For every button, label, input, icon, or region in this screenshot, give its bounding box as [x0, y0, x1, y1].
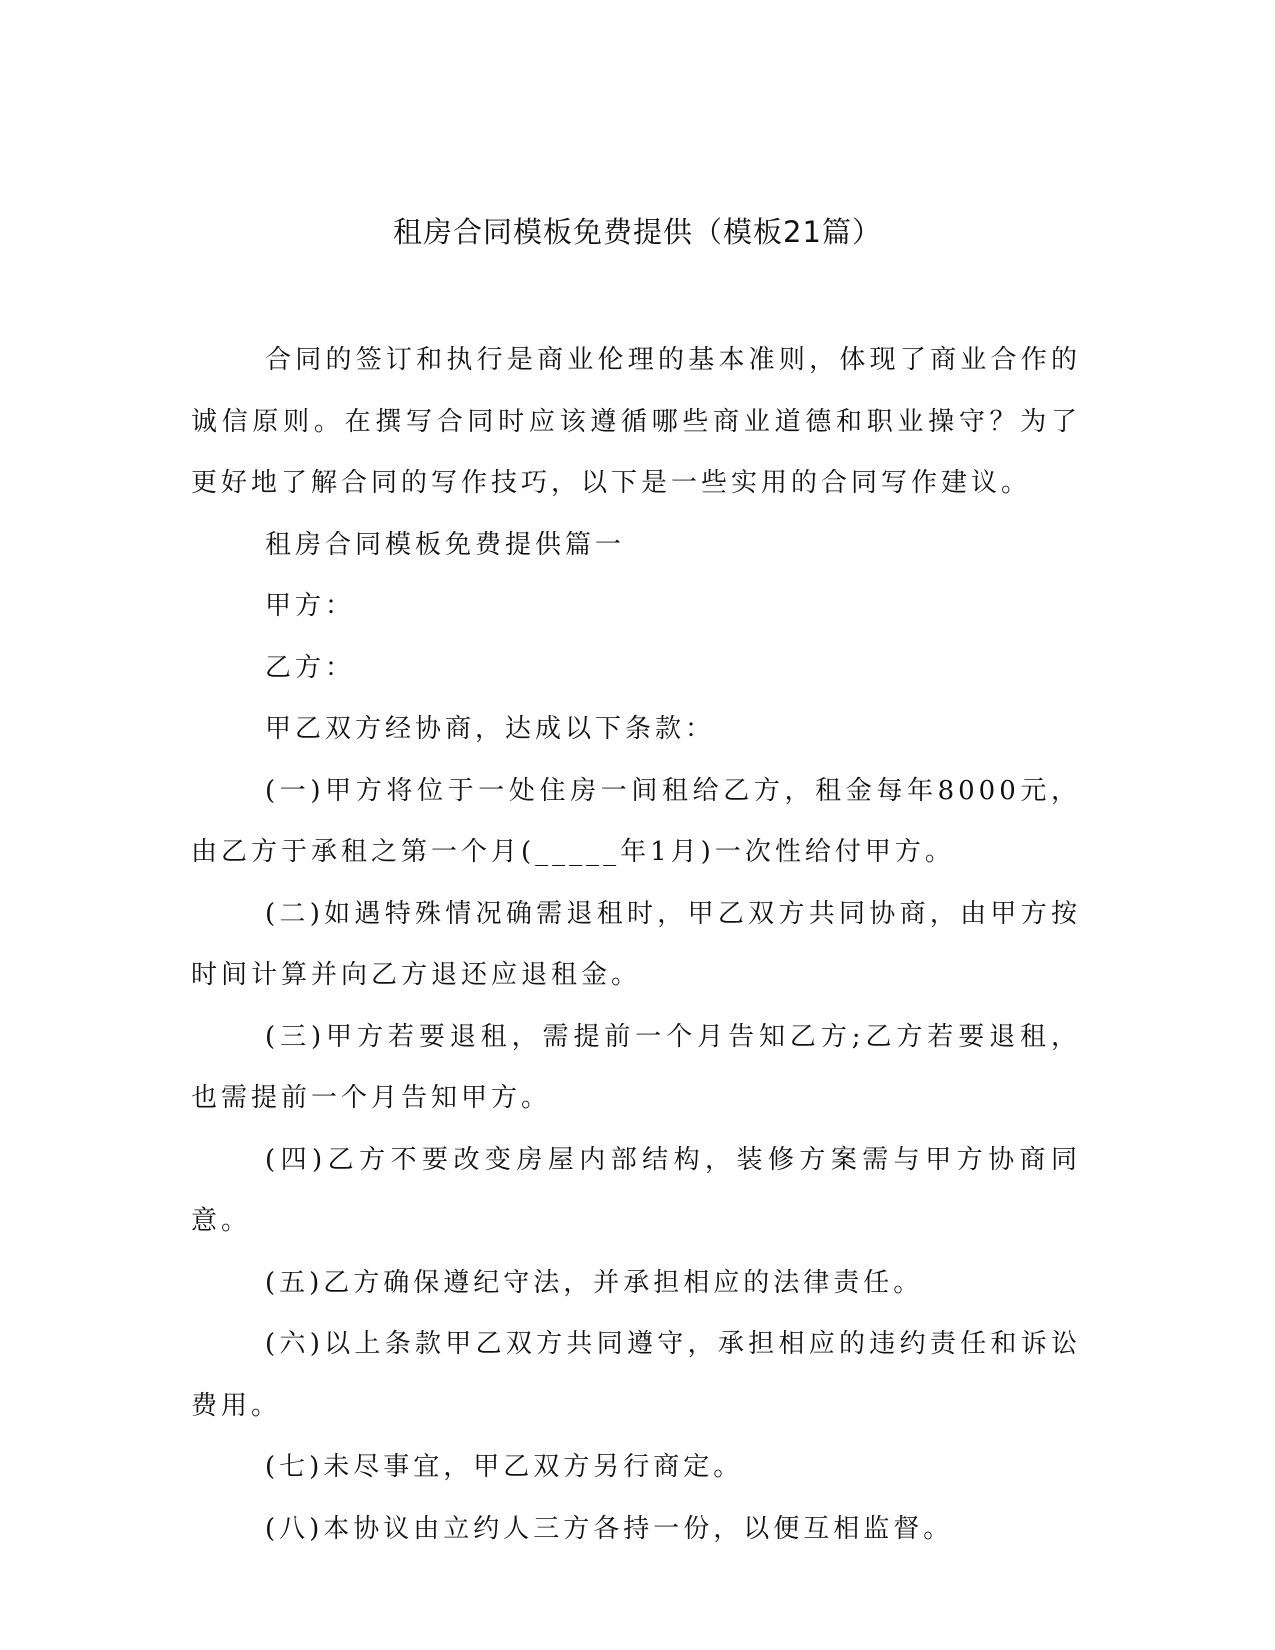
party-a-line: 甲方：: [265, 591, 356, 621]
clause-7: (七)未尽事宜，甲乙双方另行商定。: [265, 1452, 744, 1482]
clause-3: (三)甲方若要退租，需提前一个月告知乙方;乙方若要退租，也需提前一个月告知甲方。: [191, 1021, 1081, 1113]
section-heading: 租房合同模板免费提供篇一: [265, 529, 626, 560]
document-title: 租房合同模板免费提供（模板21篇）: [393, 215, 882, 249]
agreement-intro: 甲乙双方经协商，达成以下条款：: [265, 714, 716, 744]
clause-4: (四)乙方不要改变房屋内部结构，装修方案需与甲方协商同意。: [191, 1144, 1081, 1236]
clause-1: (一)甲方将位于一处住房一间租给乙方，租金每年8000元，由乙方于承租之第一个月(_____年1月)一次性给付甲方。: [191, 775, 1081, 867]
clause-5: (五)乙方确保遵纪守法，并承担相应的法律责任。: [265, 1267, 924, 1298]
intro-paragraph: 合同的签订和执行是商业伦理的基本准则，体现了商业合作的诚信原则。在撰写合同时应该遵循哪些商业道德和职业操守？为了更好地了解合同的写作技巧，以下是一些实用的合同写作建议。: [191, 345, 1081, 498]
clause-6: (六)以上条款甲乙双方共同遵守，承担相应的违约责任和诉讼费用。: [191, 1329, 1081, 1421]
clause-2: (二)如遇特殊情况确需退租时，甲乙双方共同协商，由甲方按时间计算并向乙方退还应退租金。: [191, 898, 1081, 990]
clause-8: (八)本协议由立约人三方各持一份，以便互相监督。: [265, 1513, 954, 1544]
party-b-line: 乙方：: [265, 652, 356, 683]
document-body: [191, 330, 1081, 1560]
